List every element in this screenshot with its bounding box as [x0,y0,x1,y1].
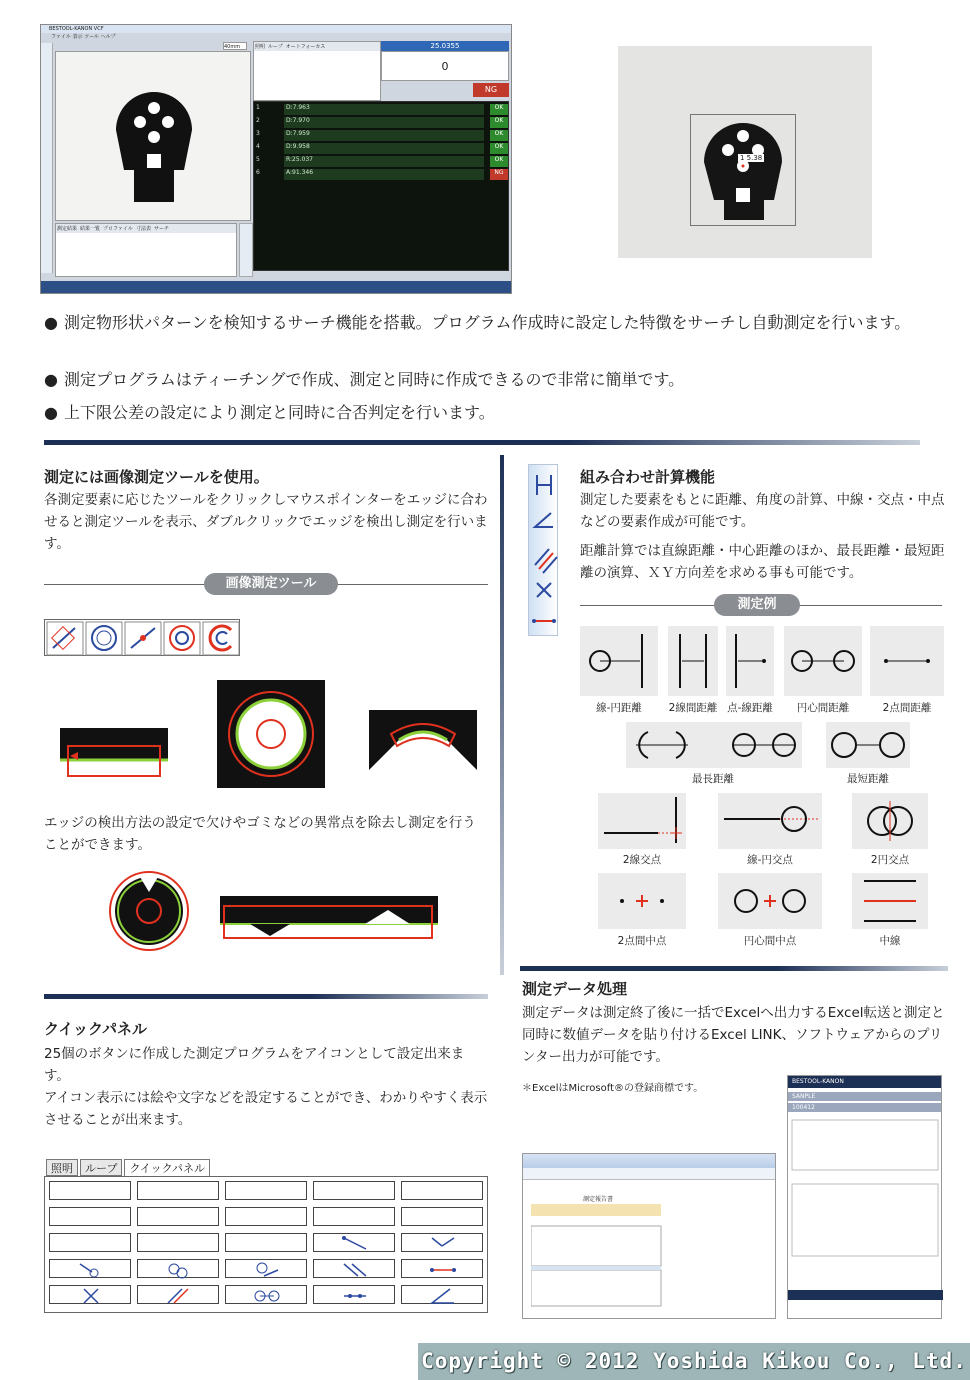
quick-panel-button[interactable] [225,1233,307,1252]
section-divider [520,966,948,971]
result-row[interactable]: 4 D:9.958 OK [254,143,508,154]
program-icon [226,1260,308,1279]
table-tab[interactable]: サーチ [153,226,169,232]
result-row[interactable]: 3 D:7.959 OK [254,130,508,141]
caption: 2線交点 [622,854,662,866]
quick-panel-button[interactable] [49,1285,131,1304]
program-icon [402,1260,484,1279]
table-tab[interactable]: プロファイル [103,226,133,232]
quick-heading: クイックパネル [44,1020,148,1038]
program-icon [138,1286,220,1305]
caption: 2円交点 [870,854,910,866]
workpiece-image [56,52,252,222]
example-circle-centers [784,626,862,696]
quick-panel-button[interactable] [401,1181,483,1200]
quick-panel-button[interactable] [313,1259,395,1278]
caption: 最短距離 [847,773,889,785]
quick-body-1: 25個のボタンに作成した測定プログラムをアイコンとして設定出来ます。 [44,1046,465,1084]
quick-panel-button[interactable] [225,1285,307,1304]
table-tab[interactable]: 結果一覧 [80,226,101,232]
lighting-panel[interactable] [253,41,381,101]
right-body-2: 距離計算では直線距離・中心距離のほか、最長距離・最短距離の演算、ＸＹ方向差を求める事も可能です。 [580,543,945,581]
quick-panel-button[interactable] [313,1207,395,1226]
caption: 線-円交点 [747,854,793,866]
quick-panel-button[interactable] [401,1285,483,1304]
circle-tool-example [217,680,325,788]
camera-view[interactable] [55,51,251,221]
example-longest [626,722,802,768]
intersect-icon[interactable] [537,583,551,597]
column-divider [500,455,504,975]
tool-point-icon[interactable] [125,622,161,655]
excel-note: ＊ExcelはMicrosoft®の登録商標です。 [522,1083,704,1094]
quick-panel-tabs[interactable] [46,1159,210,1176]
example-midline [852,873,928,929]
tab-lighting[interactable]: 照明 [255,44,266,50]
example-line-circle-intersect [718,793,822,849]
quick-panel-button[interactable] [49,1181,131,1200]
example-line-intersect [598,793,686,849]
left-body: 各測定要素に応じたツールをクリックしマウスポインターをエッジに合わせると測定ツールを表示、ダブルクリックでエッジを検出し測定を行います。 [44,492,488,552]
program-icon [50,1286,132,1305]
tab-autofocus[interactable]: オートフォーカス [285,44,326,50]
angle-readout: 1 5.38 [740,154,763,162]
quick-panel-button[interactable] [49,1259,131,1278]
midpoint-icon[interactable] [532,619,556,623]
defect-circle-example [108,870,190,952]
results-panel [253,101,509,271]
quick-panel-button[interactable] [313,1285,395,1304]
search-inset-image [618,46,872,258]
distance-icon[interactable] [537,475,551,495]
program-icon [402,1234,484,1253]
example-two-lines [668,626,718,696]
caption: 円心間中点 [743,935,797,947]
example-line-circle [580,626,658,696]
program-icon [402,1286,484,1305]
quick-panel-button[interactable] [313,1233,395,1252]
quick-panel-button[interactable] [49,1207,131,1226]
quick-body-2: アイコン表示には絵や文字などを設定することができ、わかりやすく表示させることが出来ます。 [44,1090,488,1128]
caption: 点-線距離 [727,702,773,714]
caption: 線-円距離 [596,702,642,714]
zero-display: 0 [381,51,509,81]
status-bar [41,281,511,293]
quick-panel-button[interactable] [225,1207,307,1226]
example-point-midpoint [598,873,686,929]
edge-text: エッジの検出方法の設定で欠けやゴミなどの異常点を除去し測定を行うことができます。 [44,815,476,853]
bullet-2: ● 測定プログラムはティーチングで作成、測定と同時に作成できるので非常に簡単です。 [44,370,685,389]
defect-line-example [220,896,438,942]
tools-pill: 画像測定ツール [204,573,338,595]
caption: 最長距離 [692,773,734,785]
bullet-3: ● 上下限公差の設定により測定と同時に合否判定を行います。 [44,403,495,422]
quick-panel-button[interactable] [137,1259,219,1278]
quick-panel-button[interactable] [49,1233,131,1252]
result-table[interactable] [55,223,237,277]
quick-panel-button[interactable] [401,1207,483,1226]
copyright-banner: Copyright © 2012 Yoshida Kikou Co., Ltd. [418,1343,970,1380]
caption: 2点間中点 [617,935,667,947]
program-icon [50,1260,132,1279]
section-divider [44,440,920,445]
midline-icon[interactable] [535,549,557,573]
right-heading: 組み合わせ計算機能 [580,468,716,486]
example-two-points [870,626,944,696]
tool-arc-icon[interactable] [203,622,239,655]
window-titlebar: BESTOOL-KANON VCF [41,25,511,33]
caption: 円心間距離 [796,702,850,714]
result-row[interactable]: 1 D:7.963 OK [254,104,508,115]
caption: 2線間距離 [668,702,718,714]
left-heading: 測定には画像測定ツールを使用。 [44,468,269,486]
example-circle-midpoint [718,873,822,929]
quick-panel-button[interactable] [225,1259,307,1278]
workpiece-inset [690,114,796,226]
data-heading: 測定データ処理 [522,980,628,998]
quick-panel-button[interactable] [401,1259,483,1278]
examples-pill: 測定例 [714,594,800,616]
table-tab[interactable]: 寸法表 [135,226,151,232]
quick-panel-button[interactable] [401,1233,483,1252]
caption: 2点間距離 [882,702,932,714]
tool-strip[interactable] [41,43,53,273]
ng-indicator: NG [473,83,509,97]
excel-screenshot [522,1153,776,1319]
tab-loop[interactable]: ループ [80,1159,122,1176]
program-icon [314,1260,396,1279]
table-tab[interactable]: 測定結果 [57,226,78,232]
tool-circle-icon[interactable] [86,622,122,655]
example-point-line [726,626,774,696]
arc-tool-example [369,710,477,788]
menu-bar[interactable]: ファイル 表示 ツール ヘルプ [51,34,116,40]
data-body: 測定データは測定終了後に一括でExcelへ出力するExcel転送と測定と同時に数値データを貼り付けるExcel LINK、ソフトウェアからのプリンター出力が可能です。 [522,1005,945,1065]
tab-quick-panel[interactable]: クイックパネル [124,1159,210,1176]
section-divider [44,994,488,999]
quick-panel-button[interactable] [137,1181,219,1200]
quick-panel-button[interactable] [225,1181,307,1200]
program-icon [314,1286,396,1305]
calc-icon-strip[interactable] [528,464,558,636]
result-row[interactable]: 2 D:7.970 OK [254,117,508,128]
tab-loop[interactable]: ループ [268,44,283,50]
quick-panel-button[interactable] [137,1207,219,1226]
program-icon [226,1286,308,1305]
quick-panel-button[interactable] [137,1285,219,1304]
result-row[interactable]: 6 A:91.346 NG [254,169,508,180]
counter-display: 25.0355 [381,41,509,51]
example-circle-intersect [852,793,928,849]
bullet-1: ● 測定物形状パターンを検知するサーチ機能を搭載。プログラム作成時に設定した特徴をサーチし自動測定を行います。 [44,313,911,332]
tool-line-icon[interactable] [47,622,83,655]
tool-icon-bar[interactable] [44,619,240,656]
tool-ring-icon[interactable] [164,622,200,655]
angle-icon[interactable] [535,513,553,527]
quick-panel-button[interactable] [313,1181,395,1200]
example-shortest [826,722,910,768]
excel-report-title: 測定報告書 [583,1196,614,1203]
side-buttons[interactable] [239,223,253,277]
right-body-1: 測定した要素をもとに距離、角度の計算、中線・交点・中点などの要素作成が可能です。 [580,492,945,530]
line-tool-example [60,728,168,788]
program-icon [138,1260,220,1279]
quick-panel-button[interactable] [137,1233,219,1252]
zoom-value[interactable]: 40mm [223,42,247,50]
tab-lighting[interactable]: 照明 [46,1159,78,1176]
caption: 中線 [879,935,901,947]
result-row[interactable]: 5 R:25.037 OK [254,156,508,167]
printed-report: BESTOOL-KANON SANPLE 100412 [787,1075,942,1319]
software-screenshot [40,24,512,294]
program-icon [314,1234,396,1253]
